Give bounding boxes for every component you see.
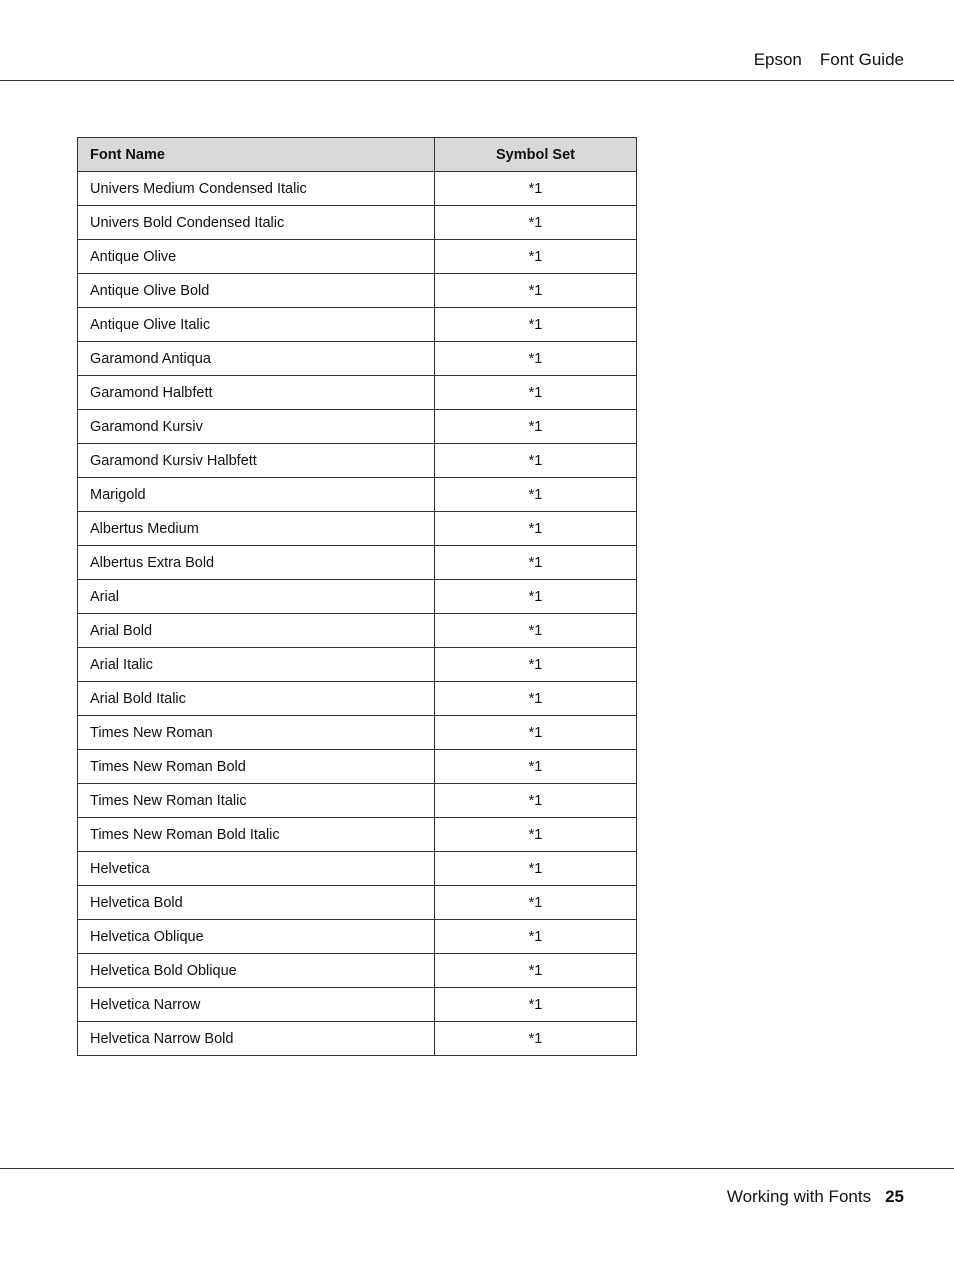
symbol-set-cell: *1 — [435, 750, 637, 784]
table-row — [78, 750, 637, 784]
font-name-cell: Helvetica Bold — [78, 886, 435, 920]
table-row — [78, 716, 637, 750]
table-header-row — [78, 138, 637, 172]
table-row — [78, 410, 637, 444]
font-name-cell: Antique Olive Italic — [78, 308, 435, 342]
table-row — [78, 206, 637, 240]
symbol-set-cell: *1 — [435, 716, 637, 750]
symbol-set-cell: *1 — [435, 614, 637, 648]
symbol-set-cell: *1 — [435, 206, 637, 240]
table-row — [78, 920, 637, 954]
symbol-set-cell: *1 — [435, 682, 637, 716]
page-number: 25 — [885, 1187, 904, 1206]
table-row — [78, 614, 637, 648]
symbol-set-cell: *1 — [435, 818, 637, 852]
font-table — [77, 137, 637, 1056]
font-name-cell: Garamond Halbfett — [78, 376, 435, 410]
symbol-set-cell: *1 — [435, 410, 637, 444]
symbol-set-cell: *1 — [435, 444, 637, 478]
symbol-set-cell: *1 — [435, 580, 637, 614]
symbol-set-cell: *1 — [435, 1022, 637, 1056]
font-name-cell: Garamond Kursiv — [78, 410, 435, 444]
table-row — [78, 1022, 637, 1056]
header-title: Font Guide — [819, 50, 904, 69]
table-row — [78, 376, 637, 410]
page-footer — [0, 1168, 954, 1206]
symbol-set-cell: *1 — [435, 920, 637, 954]
table-row — [78, 512, 637, 546]
font-name-cell: Arial Bold — [78, 614, 435, 648]
table-row — [78, 308, 637, 342]
font-name-cell: Times New Roman Bold — [78, 750, 435, 784]
symbol-set-cell: *1 — [435, 376, 637, 410]
table-row — [78, 172, 637, 206]
symbol-set-cell: *1 — [435, 546, 637, 580]
table-row — [78, 818, 637, 852]
table-row — [78, 682, 637, 716]
font-name-cell: Garamond Antiqua — [78, 342, 435, 376]
symbol-set-cell: *1 — [435, 852, 637, 886]
table-row — [78, 478, 637, 512]
font-name-cell: Antique Olive — [78, 240, 435, 274]
font-name-cell: Helvetica Bold Oblique — [78, 954, 435, 988]
column-header-symbol-set: Symbol Set — [435, 138, 637, 172]
font-name-cell: Albertus Extra Bold — [78, 546, 435, 580]
table-row — [78, 886, 637, 920]
font-name-cell: Helvetica Narrow — [78, 988, 435, 1022]
symbol-set-cell: *1 — [435, 886, 637, 920]
font-name-cell: Arial Italic — [78, 648, 435, 682]
font-name-cell: Albertus Medium — [78, 512, 435, 546]
symbol-set-cell: *1 — [435, 954, 637, 988]
font-name-cell: Garamond Kursiv Halbfett — [78, 444, 435, 478]
table-row — [78, 444, 637, 478]
font-name-cell: Marigold — [78, 478, 435, 512]
symbol-set-cell: *1 — [435, 478, 637, 512]
symbol-set-cell: *1 — [435, 648, 637, 682]
table-body — [78, 172, 637, 1056]
table-row — [78, 546, 637, 580]
font-name-cell: Times New Roman Bold Italic — [78, 818, 435, 852]
table-row — [78, 852, 637, 886]
footer-section: Working with Fonts — [726, 1187, 872, 1206]
table-row — [78, 648, 637, 682]
symbol-set-cell: *1 — [435, 274, 637, 308]
font-name-cell: Arial — [78, 580, 435, 614]
symbol-set-cell: *1 — [435, 784, 637, 818]
footer-text — [727, 1187, 904, 1207]
table-row — [78, 988, 637, 1022]
symbol-set-cell: *1 — [435, 512, 637, 546]
font-name-cell: Times New Roman Italic — [78, 784, 435, 818]
symbol-set-cell: *1 — [435, 342, 637, 376]
font-name-cell: Times New Roman — [78, 716, 435, 750]
table-row — [78, 342, 637, 376]
table-row — [78, 274, 637, 308]
table-row — [78, 580, 637, 614]
font-name-cell: Antique Olive Bold — [78, 274, 435, 308]
header-brand: Epson — [753, 50, 802, 69]
page-header — [0, 0, 954, 81]
symbol-set-cell: *1 — [435, 308, 637, 342]
font-name-cell: Univers Bold Condensed Italic — [78, 206, 435, 240]
symbol-set-cell: *1 — [435, 172, 637, 206]
symbol-set-cell: *1 — [435, 240, 637, 274]
font-name-cell: Helvetica Oblique — [78, 920, 435, 954]
font-name-cell: Arial Bold Italic — [78, 682, 435, 716]
symbol-set-cell: *1 — [435, 988, 637, 1022]
table-row — [78, 240, 637, 274]
font-name-cell: Helvetica Narrow Bold — [78, 1022, 435, 1056]
table-row — [78, 784, 637, 818]
font-name-cell: Univers Medium Condensed Italic — [78, 172, 435, 206]
font-name-cell: Helvetica — [78, 852, 435, 886]
column-header-font-name: Font Name — [78, 138, 435, 172]
header-text — [754, 50, 904, 70]
table-row — [78, 954, 637, 988]
